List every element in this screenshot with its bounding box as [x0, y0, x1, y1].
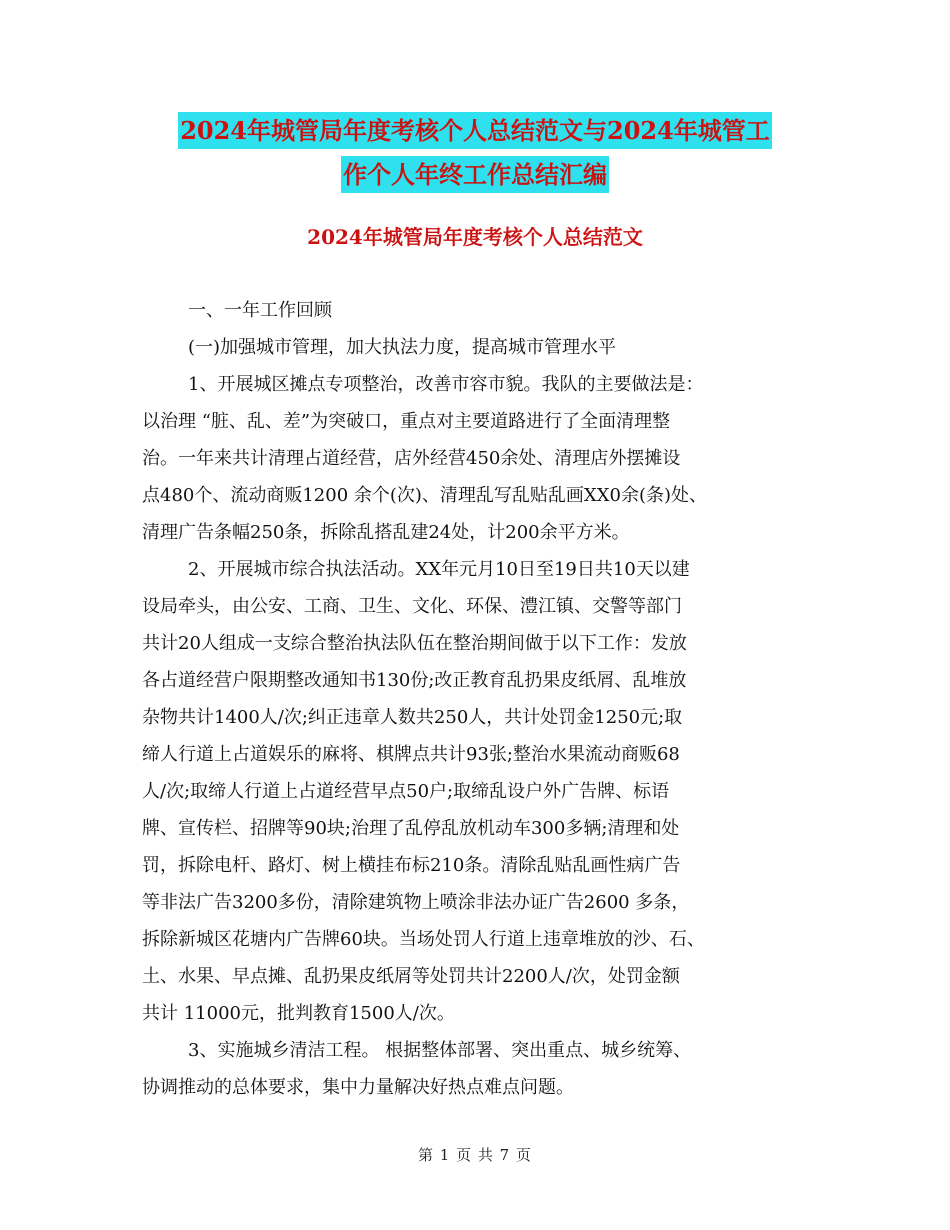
paragraph-line: 缔人行道上占道娱乐的麻将、棋牌点共计93张;整治水果流动商贩68	[142, 744, 680, 765]
paragraph-line: 2、开展城市综合执法活动。XX年元月10日至19日共10天以建	[188, 559, 690, 580]
section-title: 2024年城管局年度考核个人总结范文	[307, 225, 643, 249]
paragraph-line: 共计20人组成一支综合整治执法队伍在整治期间做于以下工作：发放	[142, 633, 687, 654]
document-title-line-1	[0, 108, 950, 154]
paragraph-line: 以治理 “脏、乱、差”为突破口，重点对主要道路进行了全面清理整	[142, 411, 671, 432]
paragraph-line: 杂物共计1400人/次;纠正违章人数共250人，共计处罚金1250元;取	[142, 707, 683, 728]
paragraph-line: 罚，拆除电杆、路灯、树上横挂布标210条。清除乱贴乱画性病广告	[142, 855, 681, 876]
body-text-3	[142, 1032, 822, 1106]
paragraph-line: 共计 11000元，批判教育1500人/次。	[142, 1003, 455, 1024]
paragraph-line: 清理广告条幅250条，拆除乱搭乱建24处，计200余平方米。	[142, 522, 630, 543]
paragraph-line: 土、水果、早点摊、乱扔果皮纸屑等处罚共计2200人/次，处罚金额	[142, 966, 680, 987]
title-highlight-2: 作个人年终工作总结汇编	[341, 156, 609, 193]
page-footer: 第 1 页 共 7 页	[418, 1146, 532, 1164]
paragraph-line: 点480个、流动商贩1200 余个(次)、清理乱写乱贴乱画XX0余(条)处、	[142, 485, 708, 506]
paragraph-line: 设局牵头，由公安、工商、卫生、文化、环保、澧江镇、交警等部门	[142, 596, 682, 617]
paragraph-line: 1、开展城区摊点专项整治，改善市容市貌。我队的主要做法是：	[188, 374, 704, 395]
body-text	[142, 292, 822, 551]
document-title-line-2	[0, 152, 950, 198]
title-highlight-1: 2024年城管局年度考核个人总结范文与2024年城管工	[178, 112, 772, 149]
paragraph-line: 牌、宣传栏、招牌等90块;治理了乱停乱放机动车300多辆;清理和处	[142, 818, 680, 839]
paragraph-line: 治。一年来共计清理占道经营，店外经营450余处、清理店外摆摊设	[142, 448, 681, 469]
paragraph-line: 协调推动的总体要求，集中力量解决好热点难点问题。	[142, 1077, 574, 1098]
paragraph-line: 3、实施城乡清洁工程。 根据整体部署、突出重点、城乡统筹、	[188, 1040, 692, 1061]
paragraph-line: 拆除新城区花塘内广告牌60块。当场处罚人行道上违章堆放的沙、石、	[142, 929, 705, 950]
heading-work-review: 一、一年工作回顾	[188, 300, 332, 321]
paragraph-line: 等非法广告3200多份，清除建筑物上喷涂非法办证广告2600 多条，	[142, 892, 690, 913]
subheading-city-management: (一)加强城市管理，加大执法力度，提高城市管理水平	[188, 337, 617, 358]
paragraph-line: 人/次;取缔人行道上占道经营早点50户;取缔乱设户外广告牌、标语	[142, 781, 670, 802]
paragraph-line: 各占道经营户限期整改通知书130份;改正教育乱扔果皮纸屑、乱堆放	[142, 670, 687, 691]
body-text-2	[142, 551, 822, 1032]
